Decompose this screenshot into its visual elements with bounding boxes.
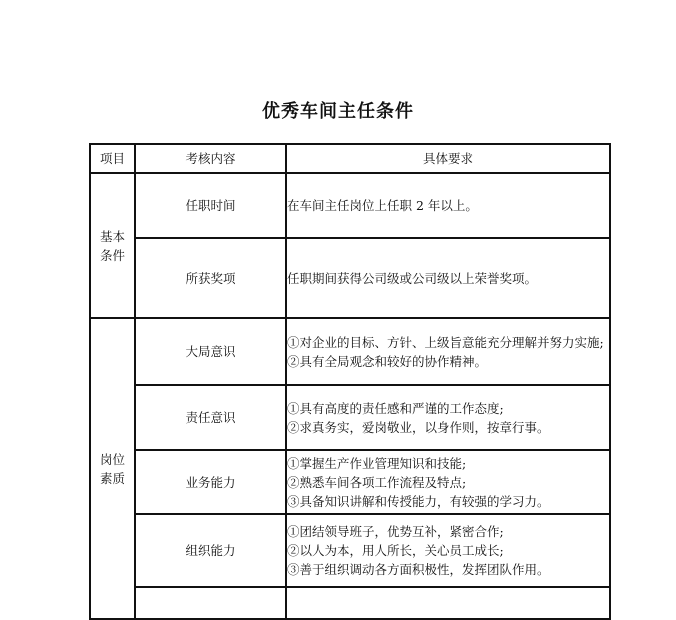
header-assessment-content: 考核内容 (135, 144, 286, 173)
page-title: 优秀车间主任条件 (262, 101, 414, 122)
category-basic-conditions: 基本 条件 (90, 173, 135, 318)
requirement-business-ability: ①掌握生产作业管理知识和技能; ②熟悉车间各项工作流程及特点; ③具备知识讲解和传授能力，有较强的学习力。 (286, 450, 610, 514)
category-position-qualities: 岗位 素质 (90, 318, 135, 619)
table-row (90, 450, 610, 514)
item-responsibility-awareness: 责任意识 (135, 385, 286, 450)
table-row (90, 385, 610, 450)
item-cut-off (135, 587, 286, 619)
table-row (90, 238, 610, 318)
header-specific-requirements: 具体要求 (286, 144, 610, 173)
table-header-row (90, 144, 610, 173)
item-business-ability: 业务能力 (135, 450, 286, 514)
requirement-organizational-ability: ①团结领导班子，优势互补，紧密合作; ②以人为本，用人所长，关心员工成长; ③善于组织调动各方面积极性，发挥团队作用。 (286, 514, 610, 587)
table-row (90, 173, 610, 238)
requirement-awards: 任职期间获得公司级或公司级以上荣誉奖项。 (286, 238, 610, 318)
header-project: 项目 (90, 144, 135, 173)
requirement-responsibility-awareness: ①具有高度的责任感和严谨的工作态度; ②求真务实，爱岗敬业，以身作则，按章行事。 (286, 385, 610, 450)
item-tenure: 任职时间 (135, 173, 286, 238)
requirement-big-picture-awareness: ①对企业的目标、方针、上级旨意能充分理解并努力实施; ②具有全局观念和较好的协作精神。 (286, 318, 610, 385)
item-awards: 所获奖项 (135, 238, 286, 318)
table-row (90, 318, 610, 385)
table-row (90, 587, 610, 619)
item-big-picture-awareness: 大局意识 (135, 318, 286, 385)
table-row (90, 514, 610, 587)
requirement-cut-off (286, 587, 610, 619)
item-organizational-ability: 组织能力 (135, 514, 286, 587)
conditions-table (89, 143, 611, 620)
requirement-tenure: 在车间主任岗位上任职 2 年以上。 (286, 173, 610, 238)
